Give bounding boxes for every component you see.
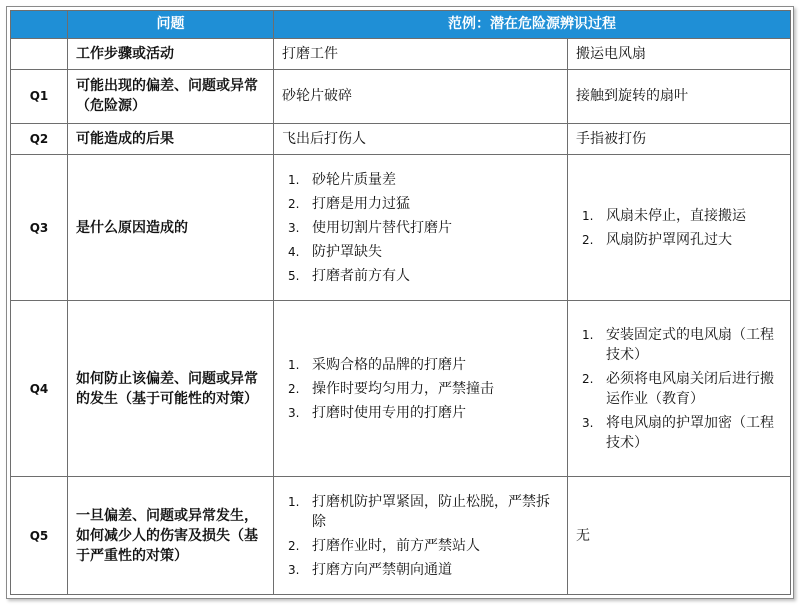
list-item: 3. 打磨方向严禁朝向通道 xyxy=(288,561,452,578)
hazard-identification-table xyxy=(10,10,791,595)
header-topic: 问题 xyxy=(68,11,274,39)
list-item: 5. 打磨者前方有人 xyxy=(288,267,410,284)
q1-topic: 可能出现的偏差、问题或异常（危险源） xyxy=(68,69,274,123)
header-example: 范例：潜在危险源辨识过程 xyxy=(274,11,791,39)
q5-row xyxy=(11,477,791,595)
activity-topic: 工作步骤或活动 xyxy=(68,38,274,69)
activity-a: 打磨工件 xyxy=(274,38,568,69)
q3-a xyxy=(274,154,568,301)
q2-topic: 可能造成的后果 xyxy=(68,123,274,154)
list-item: 3. 将电风扇的护罩加密（工程技术） xyxy=(582,414,774,451)
list-item: 3. 使用切割片替代打磨片 xyxy=(288,219,452,236)
list-item: 2. 操作时要均匀用力，严禁撞击 xyxy=(288,380,494,397)
q1-b: 接触到旋转的扇叶 xyxy=(568,69,791,123)
q3-b xyxy=(568,154,791,301)
list-item: 1. 采购合格的品牌的打磨片 xyxy=(288,356,466,373)
q2-a: 飞出后打伤人 xyxy=(274,123,568,154)
q1-a: 砂轮片破碎 xyxy=(274,69,568,123)
q4-a-list xyxy=(282,355,559,423)
q5-a-list xyxy=(282,492,559,580)
activity-id-cell xyxy=(11,38,68,69)
q5-a xyxy=(274,477,568,595)
list-item: 3. 打磨时使用专用的打磨片 xyxy=(288,404,466,421)
q2-b: 手指被打伤 xyxy=(568,123,791,154)
q5-topic: 一旦偏差、问题或异常发生，如何减少人的伤害及损失（基于严重性的对策） xyxy=(68,477,274,595)
list-item: 1. 安装固定式的电风扇（工程技术） xyxy=(582,326,774,363)
q4-row xyxy=(11,301,791,477)
q3-row xyxy=(11,154,791,301)
q3-a-list xyxy=(282,170,559,286)
list-item: 1. 打磨机防护罩紧固，防止松脱，严禁拆除 xyxy=(288,493,550,530)
activity-row xyxy=(11,38,791,69)
list-item: 4. 防护罩缺失 xyxy=(288,243,382,260)
q3-b-list xyxy=(576,206,782,250)
header-blank-cell xyxy=(11,11,68,39)
q4-a xyxy=(274,301,568,477)
q3-id: Q3 xyxy=(11,154,68,301)
list-item: 1. 风扇未停止，直接搬运 xyxy=(582,207,746,224)
q4-topic: 如何防止该偏差、问题或异常的发生（基于可能性的对策） xyxy=(68,301,274,477)
list-item: 2. 必须将电风扇关闭后进行搬运作业（教育） xyxy=(582,370,774,407)
activity-b: 搬运电风扇 xyxy=(568,38,791,69)
q1-row xyxy=(11,69,791,123)
q4-id: Q4 xyxy=(11,301,68,477)
q1-id: Q1 xyxy=(11,69,68,123)
list-item: 1. 砂轮片质量差 xyxy=(288,171,396,188)
q2-id: Q2 xyxy=(11,123,68,154)
header-row xyxy=(11,11,791,39)
q4-b xyxy=(568,301,791,477)
q3-topic: 是什么原因造成的 xyxy=(68,154,274,301)
list-item: 2. 风扇防护罩网孔过大 xyxy=(582,231,732,248)
q5-b: 无 xyxy=(568,477,791,595)
q5-id: Q5 xyxy=(11,477,68,595)
list-item: 2. 打磨作业时，前方严禁站人 xyxy=(288,537,480,554)
q4-b-list xyxy=(576,325,782,453)
q2-row xyxy=(11,123,791,154)
list-item: 2. 打磨是用力过猛 xyxy=(288,195,410,212)
